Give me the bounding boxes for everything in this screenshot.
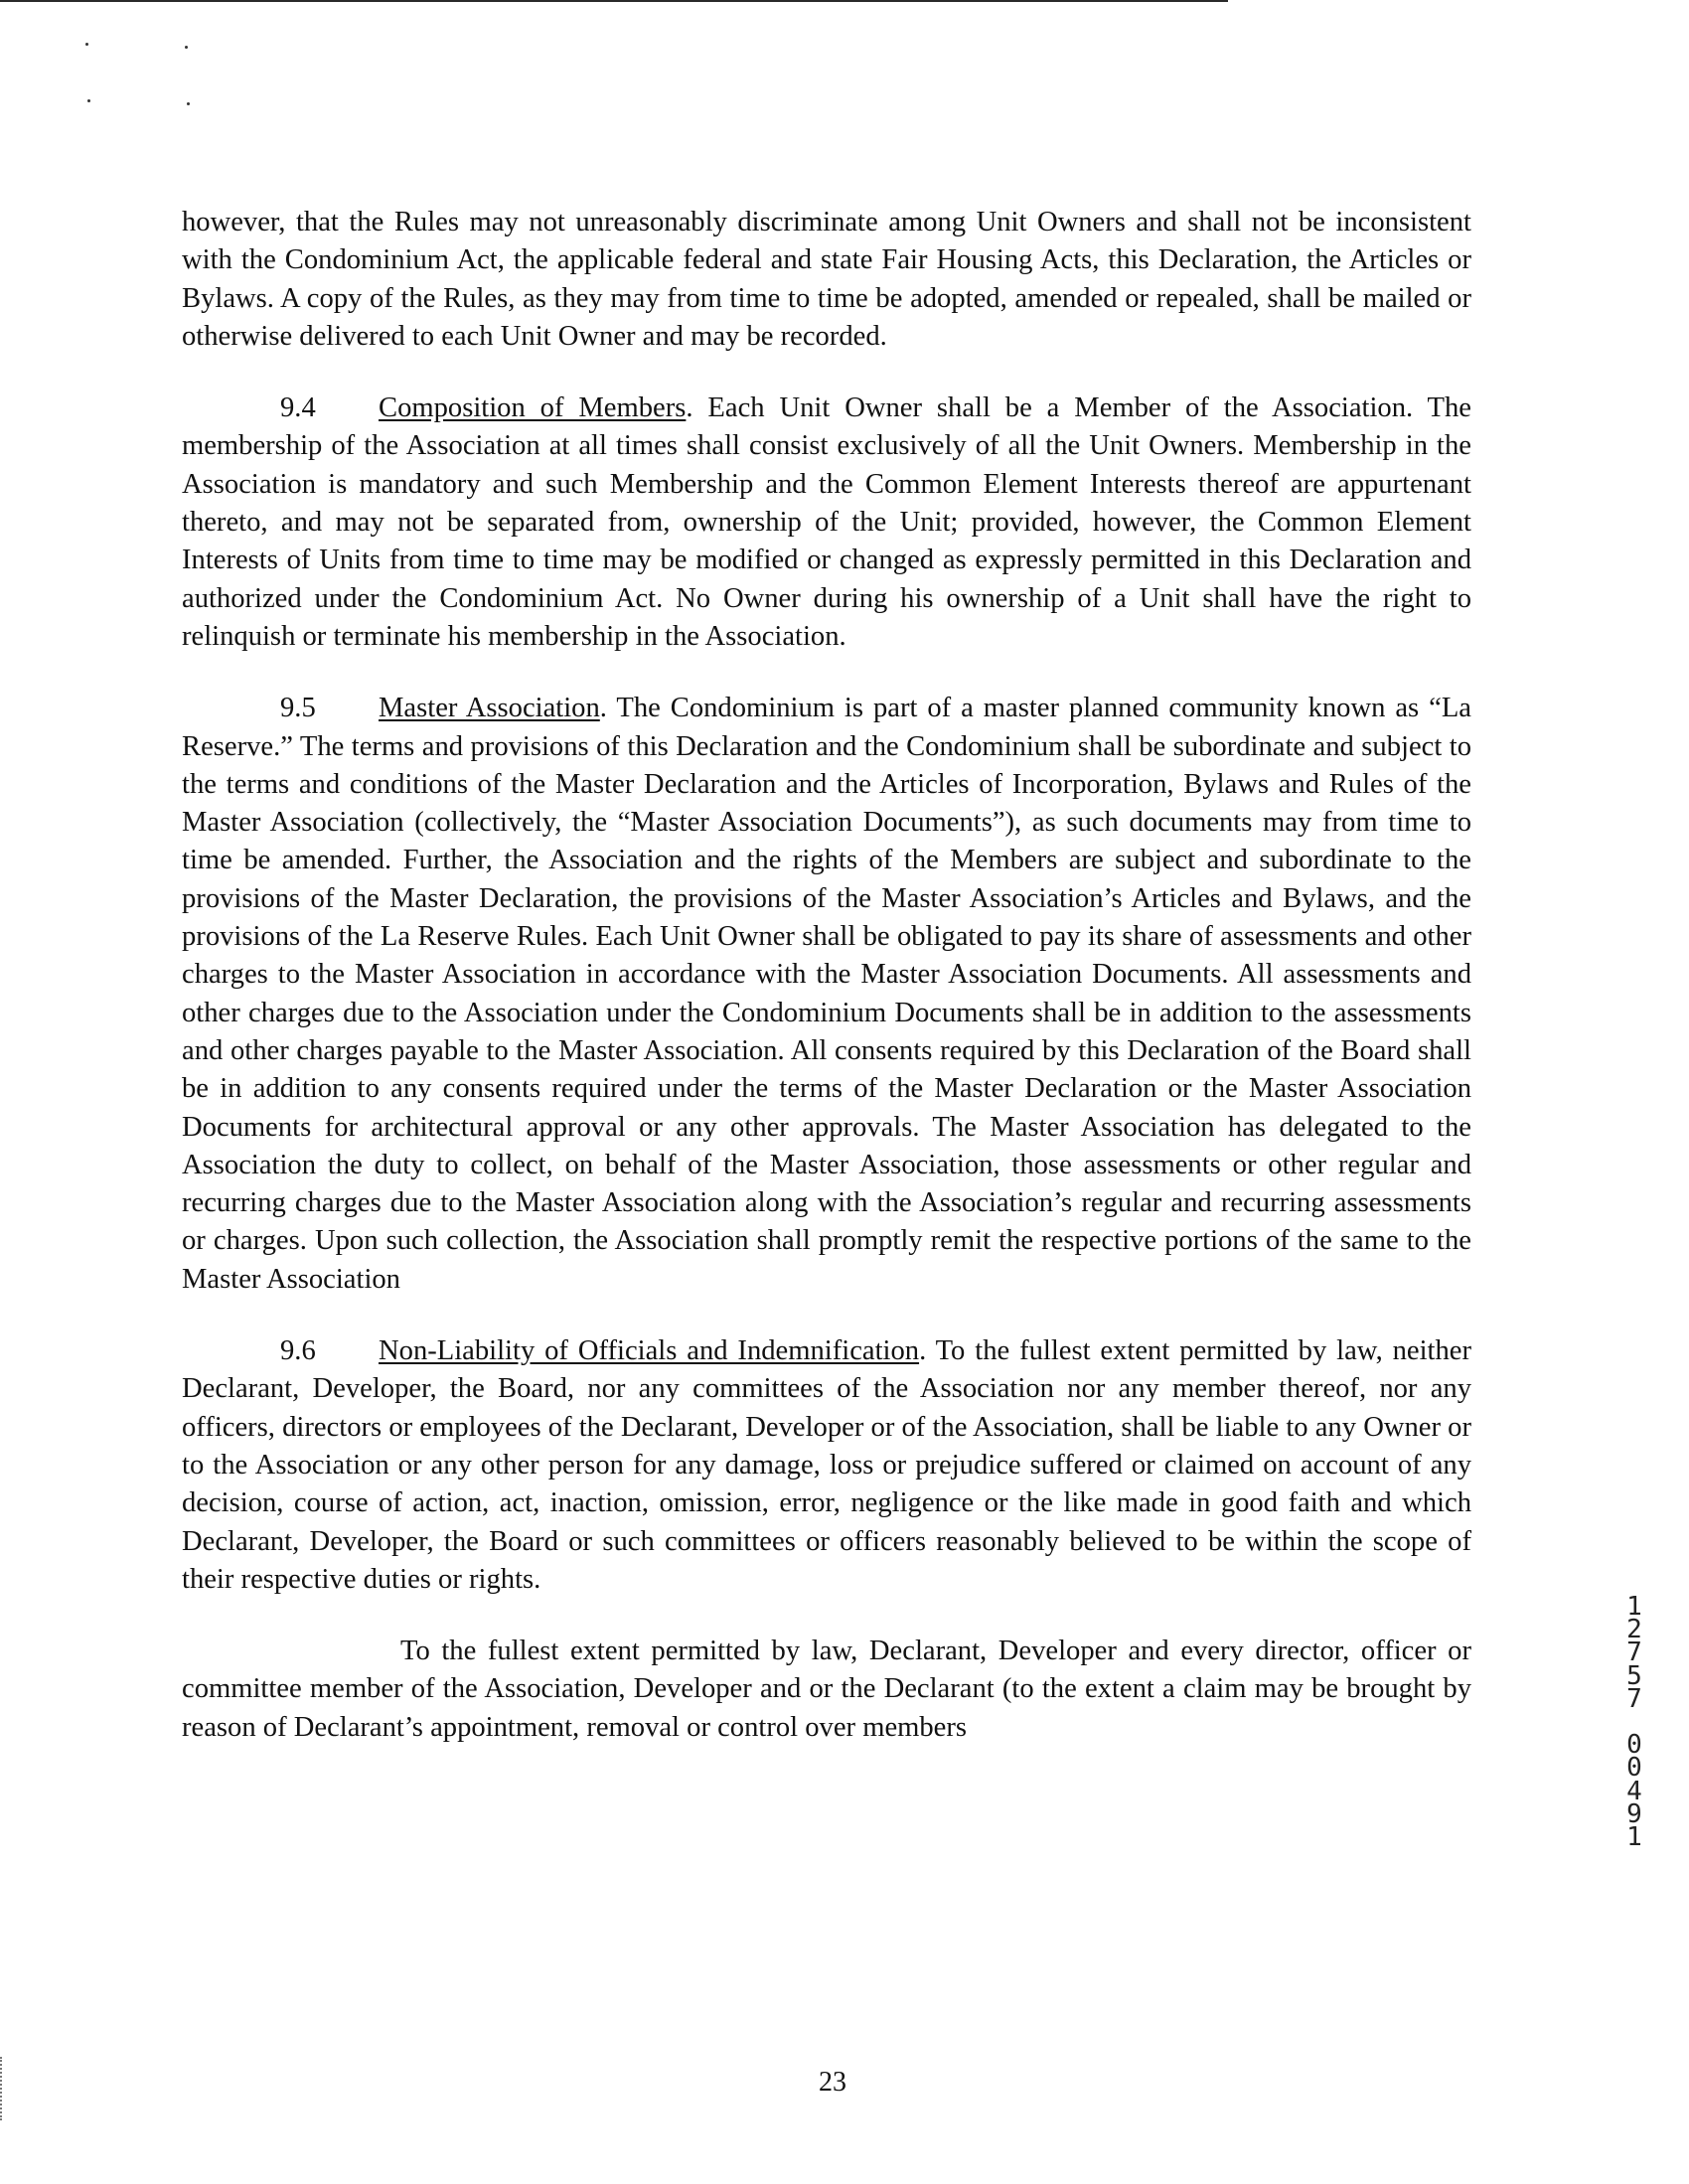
section-number: 9.4 [280,392,316,424]
stamp-digit: 4 [1626,1776,1642,1806]
section-9-4 [182,390,1471,656]
scan-edge-marks [0,2057,5,2120]
stamp-digit: 9 [1626,1798,1642,1829]
scan-speck [187,102,190,105]
stamp-digit: 1 [1626,1821,1642,1852]
scan-speck [85,43,88,46]
section-number: 9.5 [280,693,316,724]
page-number: 23 [819,2067,846,2098]
continuation-paragraph: however, that the Rules may not unreasonably discriminate among Unit Owners and shall not be inconsistent with the Condominium Act, the applicable federal and state Fair Housing Acts, this Declaration, the Articles or Bylaws. A copy of the Rules, as they may from time to time be adopted, amended or repealed, shall be mailed or otherwise delivered to each Unit Owner and may be recorded. [182,207,1471,352]
stamp-digit: 7 [1626,1638,1642,1668]
section-heading: Master Association [379,693,600,724]
document-body [182,204,1471,1781]
section-number: 9.6 [280,1335,316,1367]
recording-stamp [1623,1592,1645,1852]
top-border-line [0,0,1228,2]
section-9-5 [182,690,1471,1299]
stamp-digit: 2 [1626,1615,1642,1645]
stamp-digit: 5 [1626,1660,1642,1691]
stamp-digit: 1 [1626,1592,1642,1622]
scan-speck [87,99,90,102]
section-heading: Non-Liability of Officials and Indemnification [379,1335,920,1367]
closing-paragraph: To the fullest extent permitted by law, Declarant, Developer and every director, officer or committee member of the Association, Developer and or the Declarant (to the extent a claim may be brought by reason of Declarant’s appointment, removal or control over members [182,1636,1471,1743]
section-heading: Composition of Members [379,392,687,424]
scan-speck [185,46,188,49]
section-9-6 [182,1332,1471,1599]
stamp-digit: 0 [1626,1730,1642,1761]
section-body: . The Condominium is part of a master planned community known as “La Reserve.” The terms and provisions of this Declaration and the Condominium shall be subordinate and subject to the terms and conditions of the Master Declaration and the Articles of Incorporation, Bylaws and Rules of the Master Association (collectively, the “Master Association Documents”), as such documents may from time to time be amended. Further, the Association and the rights of the Members are subject and subordinate to the provisions of the Master Declaration, the provisions of the Master Association’s Articles and Bylaws, and the provisions of the La Reserve Rules. Each Unit Owner shall be obligated to pay its share of assessments and other charges to the Master Association in accordance with the Master Association Documents. All assessments and other charges due to the Association under the Condominium Documents shall be in addition to the assessments and other charges payable to the Master Association. All consents required by this Declaration of the Board shall be in addition to any consents required under the terms of the Master Declaration or the Master Association Documents for architectural approval or any other approvals. The Master Association has delegated to the Association the duty to collect, on behalf of the Master Association, those assessments or other regular and recurring charges due to the Master Association along with the Association’s regular and recurring assessments or charges. Upon such collection, the Association shall promptly remit the respective portions of the same to the Master Association [182,693,1471,1295]
section-body: . To the fullest extent permitted by law, neither Declarant, Developer, the Board, nor any committees of the Association nor any member thereof, nor any officers, directors or employees of the Declarant, Developer or of the Association, shall be liable to any Owner or to the Association or any other person for any damage, loss or prejudice suffered or claimed on account of any decision, course of action, act, inaction, omission, error, negligence or the like made in good faith and which Declarant, Developer, the Board or such committees or officers reasonably believed to be within the scope of their respective duties or rights. [182,1335,1472,1595]
stamp-digit: 0 [1626,1753,1642,1784]
stamp-digit: 7 [1626,1683,1642,1714]
section-body: . Each Unit Owner shall be a Member of the Association. The membership of the Association at all times shall consist exclusively of all the Unit Owners. Membership in the Association is mandatory and such Membership and the Common Element Interests thereof are appurtenant thereto, and may not be separated from, ownership of the Unit; provided, however, the Common Element Interests of Units from time to time may be modified or changed as expressly permitted in this Declaration and authorized under the Condominium Act. No Owner during his ownership of a Unit shall have the right to relinquish or terminate his membership in the Association. [182,392,1471,652]
